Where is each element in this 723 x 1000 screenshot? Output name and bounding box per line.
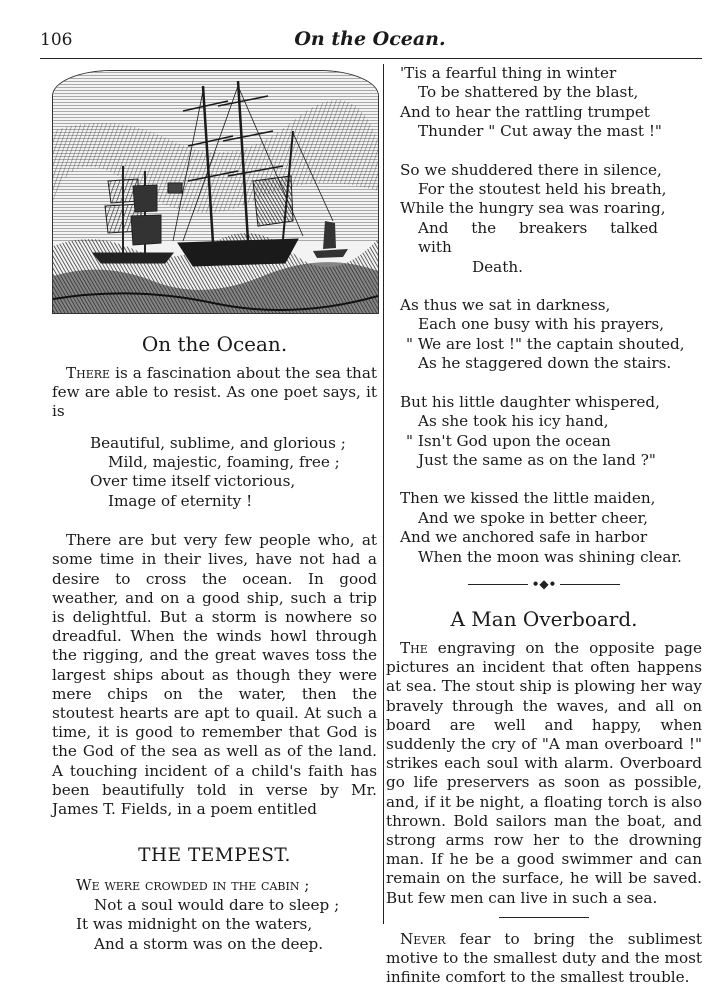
poem-title: THE TEMPEST. [138,845,291,867]
section-heading-on-the-ocean: On the Ocean. [141,332,288,356]
running-title: On the Ocean. [294,28,446,50]
page-number: 106 [40,30,73,50]
right-column [386,64,702,987]
left-column [52,70,377,954]
poem-stanza-1: We were crowded in the cabin ; Not a soul would dare to sleep ; It was midnight on the waters, And a storm was on the deep. [76,876,340,953]
ships-engraving-art [53,71,378,313]
section-heading-man-overboard: A Man Overboard. [450,606,638,631]
column-rule [383,64,384,924]
header-rule [40,58,702,59]
man-overboard-paragraph: The engraving on the opposite page pictures an incident that often happens at sea. The stout ship is plowing her way bravely through the waves, and all on board are well and happy, when suddenly the cry of "A man overboard !" strikes each soul with alarm. Overboard go life preservers as soon as possible, and, if it be night, a floating torch is also thrown. Bold sailors man the boat, and strong arms row her to the drowning man. If he be a good swimmer and can remain on the surface, he will be saved. But few men can live in such a sea. [386,638,702,907]
poem-stanza-2: 'Tis a fearful thing in winter To be shattered by the blast, And to hear the rattling trumpet Thunder " Cut away the mast !" [400,64,662,141]
intro-paragraph: There is a fascination about the sea that few are able to resist. As one poet says, it is [52,364,377,421]
quoted-verse: Beautiful, sublime, and glorious ; Mild, majestic, foaming, free ; Over time itself victorious, Image of eternity ! [90,433,346,510]
body-paragraph: There are but very few people who, at some time in their lives, have not had a desire to cross the ocean. In good weather, and on a good ship, such a trip is delightful. But a storm is nowhere so dreadful. When the winds howl through the rigging, and the great waves toss the largest ships about as though they were mere chips on the water, then the stoutest hearts are apt to quail. At such a time, it is good to remember that God is the God of the sea as well as of the land. A touching incident of a child's faith has been beautifully told in verse by Mr. James T. Fields, in a poem entitled [52,531,377,819]
poem-stanza-5: But his little daughter whispered, As she took his icy hand, " Isn't God upon the ocean Just the same as on the land ?" [400,392,660,469]
poem-stanza-6: Then we kissed the little maiden, And we spoke in better cheer, And we anchored safe in harbor When the moon was shining clear. [400,489,682,566]
page-header [40,26,700,58]
closing-paragraph: Never fear to bring the sublimest motive to the smallest duty and the most infinite comfort to the smallest trouble. [386,929,702,987]
ornamental-divider: •◆• [386,577,702,591]
short-rule [499,917,589,918]
poem-stanza-4: As thus we sat in darkness, Each one busy with his prayers, " We are lost !" the captain shouted, As he staggered down the stairs. [400,296,685,373]
poem-stanza-3: So we shuddered there in silence, For the stoutest held his breath, While the hungry sea was roaring, And the breakers talked with Death. [400,160,667,276]
ships-engraving [52,70,379,314]
